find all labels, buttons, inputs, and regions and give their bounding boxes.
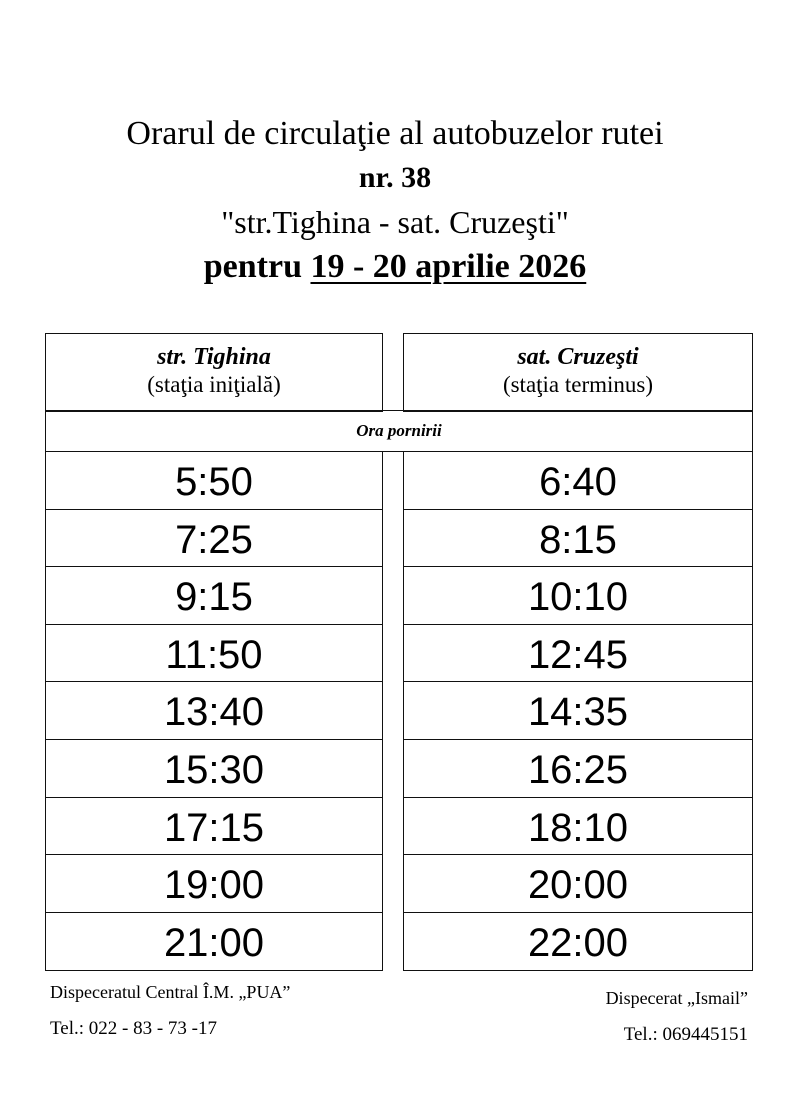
left-stop-name: str. Tighina [157, 344, 271, 370]
left-time-cell: 5:50 [46, 452, 382, 510]
title-date-line [0, 244, 790, 290]
left-time-cell: 19:00 [46, 855, 382, 913]
dispatcher-central-phone: Tel.: 022 - 83 - 73 -17 [50, 1018, 218, 1039]
left-column-header [45, 333, 383, 412]
left-time-cell: 7:25 [46, 510, 382, 568]
right-time-cell: 6:40 [404, 452, 752, 510]
left-stop-type: (staţia iniţială) [147, 372, 281, 397]
left-times-column [45, 451, 383, 971]
right-time-cell: 12:45 [404, 625, 752, 683]
right-column-header [403, 333, 753, 412]
right-times-column [403, 451, 753, 971]
right-time-cell: 10:10 [404, 567, 752, 625]
title-date: 19 - 20 aprilie 2026 [310, 248, 587, 285]
title-route-name: "str.Tighina - sat. Cruzeşti" [221, 204, 569, 240]
departure-time-label: Ora pornirii [45, 410, 753, 452]
schedule-title [0, 112, 790, 290]
dispatcher-central: Dispeceratul Central Î.M. „PUA” [50, 982, 291, 1002]
right-stop-type: (staţia terminus) [502, 372, 654, 397]
title-date-prefix: pentru [203, 248, 311, 285]
dispatcher-ismail-phone: Tel.: 069445151 [623, 1024, 748, 1045]
left-time-cell: 9:15 [46, 567, 382, 625]
left-time-cell: 15:30 [46, 740, 382, 798]
right-time-cell: 22:00 [527, 920, 629, 965]
right-time-cell: 18:10 [404, 798, 752, 856]
title-line-route: Orarul de circulaţie al autobuzelor rutei [126, 115, 664, 152]
right-time-cell: 20:00 [404, 855, 752, 913]
title-route-number: nr. 38 [358, 161, 432, 194]
left-time-cell: 13:40 [46, 682, 382, 740]
left-time-cell: 17:15 [46, 798, 382, 856]
right-stop-name: sat. Cruzeşti [517, 344, 639, 370]
dispatcher-ismail: Dispecerat „Ismail” [605, 988, 748, 1008]
right-time-cell: 8:15 [404, 510, 752, 568]
left-time-cell: 21:00 [163, 920, 265, 965]
left-time-cell: 11:50 [46, 625, 382, 683]
right-time-cell: 14:35 [404, 682, 752, 740]
right-time-cell: 16:25 [404, 740, 752, 798]
